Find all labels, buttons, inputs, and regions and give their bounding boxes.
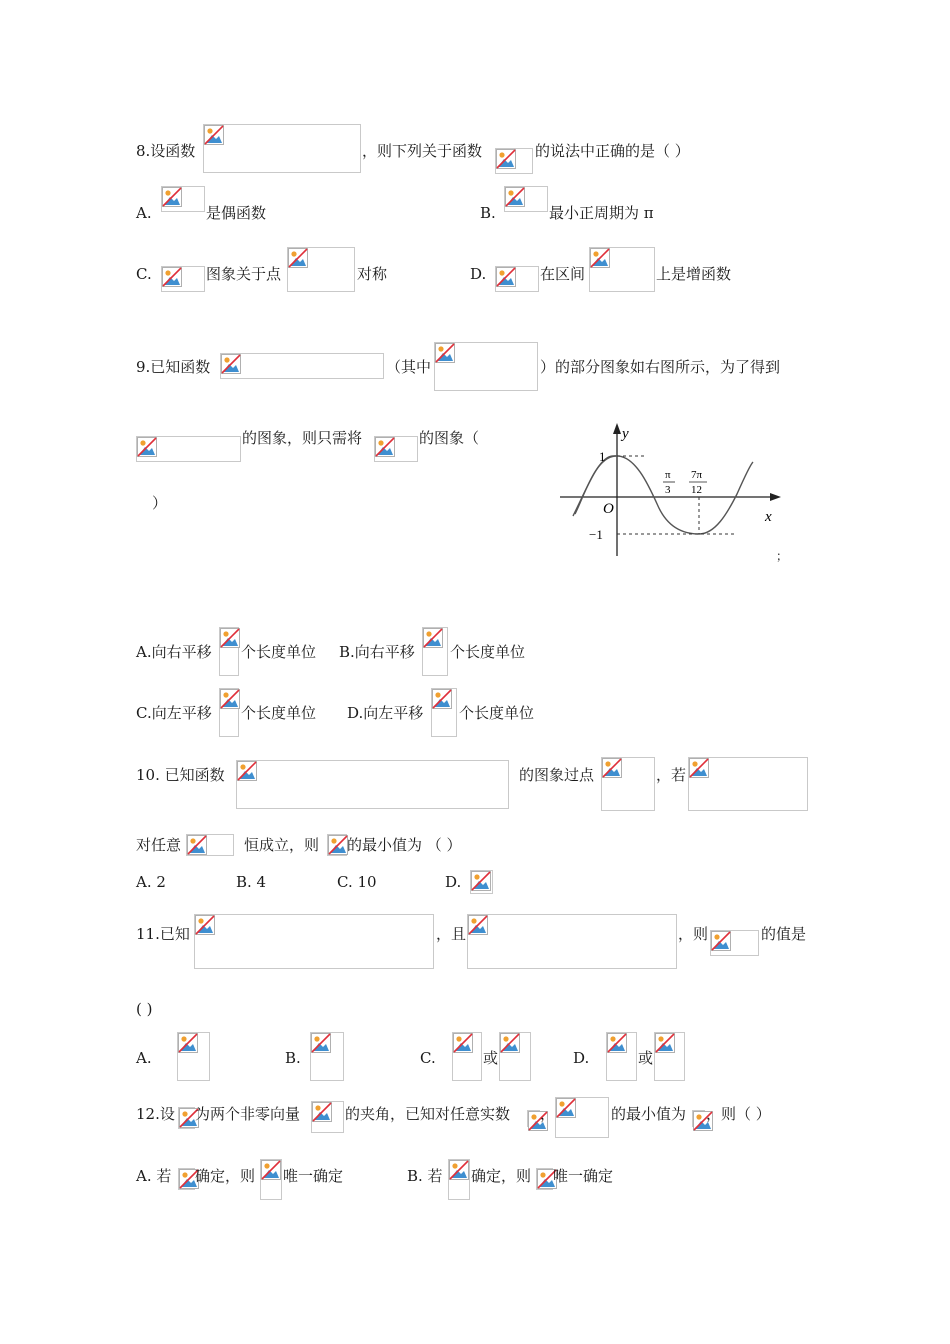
formula-image (422, 627, 448, 676)
broken-image-icon (288, 248, 308, 268)
q9-line2-b: 的图象（ (419, 429, 480, 447)
formula-image (504, 186, 548, 212)
formula-image (178, 1107, 195, 1129)
broken-image-icon (500, 1033, 520, 1053)
formula-image (710, 930, 759, 956)
broken-image-icon (711, 931, 731, 951)
q11-option-b: B. (285, 1049, 301, 1067)
q10-mid: 的图象过点 (519, 766, 595, 784)
formula-image (178, 1168, 195, 1190)
broken-image-icon (221, 354, 241, 374)
tick-1-label: 1 (599, 449, 606, 464)
broken-image-icon (220, 628, 240, 648)
pi3-numerator: π (665, 469, 671, 481)
formula-image (219, 627, 239, 676)
formula-image (606, 1032, 637, 1081)
q12-text1: 为两个非零向量 (195, 1105, 301, 1123)
formula-image (186, 834, 234, 856)
q11-lead: 11.已知 (136, 925, 190, 943)
q10-option-b: B. 4 (236, 873, 267, 891)
q9-line2-a: 的图象，则只需将 (242, 429, 363, 447)
broken-image-icon (435, 343, 455, 363)
broken-image-icon (204, 125, 224, 145)
broken-image-icon (178, 1033, 198, 1053)
q9-option-b: B.向右平移 (339, 643, 415, 661)
broken-image-icon (505, 187, 525, 207)
broken-image-icon (187, 835, 207, 855)
formula-image (219, 688, 239, 737)
formula-image (236, 760, 509, 809)
formula-image (692, 1110, 705, 1127)
q11-mid2: ，则 (678, 925, 709, 943)
y-axis-arrow (613, 423, 621, 434)
q10-lead: 10. 已知函数 (136, 766, 225, 784)
broken-image-icon (496, 149, 516, 169)
x-axis-arrow (770, 493, 781, 501)
broken-image-icon (590, 248, 610, 268)
q9-option-d-text: 个长度单位 (459, 704, 535, 722)
broken-image-icon (689, 758, 709, 778)
formula-image (495, 266, 539, 292)
formula-image (161, 186, 205, 212)
broken-image-icon (312, 1102, 332, 1122)
q12-text4: 的最小值为 (611, 1105, 687, 1123)
q11-option-a: A. (136, 1049, 152, 1067)
broken-image-icon (162, 187, 182, 207)
formula-image (688, 757, 808, 811)
formula-image (527, 1110, 540, 1127)
q9-option-a: A.向右平移 (136, 643, 212, 661)
formula-image (220, 353, 384, 379)
7pi12-denominator: 12 (691, 484, 702, 496)
broken-image-icon (311, 1033, 331, 1053)
q11-option-c: C. (420, 1049, 436, 1067)
q12-option-a-text2: 唯一确定 (283, 1167, 344, 1185)
broken-image-icon (556, 1098, 576, 1118)
q8-option-d-text1: 在区间 (540, 265, 586, 283)
broken-image-icon (220, 689, 240, 709)
q10-option-a: A. 2 (136, 873, 166, 891)
formula-image (467, 914, 677, 969)
q11-paren: ( ) (136, 1000, 153, 1018)
7pi12-numerator: 7π (691, 469, 703, 481)
q10-line2-a: 对任意 (136, 836, 182, 854)
q8-option-c-text1: 图象关于点 (206, 265, 282, 283)
q9-tail: ）的部分图象如右图所示，为了得到 (540, 358, 781, 376)
x-label: x (765, 509, 772, 525)
broken-image-icon (496, 267, 516, 287)
q10-mid2: ，若 (656, 766, 687, 784)
origin-label: O (603, 501, 614, 517)
q10-line2-c: 的最小值为 （ ） (347, 836, 462, 854)
formula-image (601, 757, 655, 811)
q12-option-a-text1: 确定，则 (195, 1167, 256, 1185)
q10-line2-b: 恒成立，则 (244, 836, 320, 854)
q11-option-d-or: 或 (638, 1049, 654, 1067)
q9-option-c-text: 个长度单位 (241, 704, 317, 722)
formula-image (431, 688, 457, 737)
q9-option-b-text: 个长度单位 (450, 643, 526, 661)
y-label: y (622, 426, 629, 442)
q9-option-d: D.向左平移 (347, 704, 424, 722)
broken-image-icon (261, 1160, 281, 1180)
q8-option-a: A. (136, 204, 152, 222)
broken-image-icon (432, 689, 452, 709)
q12-option-b: B. 若 (407, 1167, 443, 1185)
q8-lead: 8.设函数 (136, 142, 196, 160)
broken-image-icon (471, 871, 491, 891)
q10-option-c: C. 10 (337, 873, 377, 891)
q8-option-c: C. (136, 265, 152, 283)
formula-image (287, 247, 355, 292)
broken-image-icon (468, 915, 488, 935)
broken-image-icon (328, 835, 348, 855)
formula-image (589, 247, 655, 292)
q12-option-b-text1: 确定，则 (471, 1167, 532, 1185)
q12-text3: ， (540, 1105, 556, 1123)
sine-curve-main (575, 456, 753, 534)
formula-image (434, 342, 538, 391)
broken-image-icon (607, 1033, 627, 1053)
formula-image (311, 1101, 344, 1133)
formula-image (136, 436, 241, 462)
formula-image (448, 1159, 470, 1200)
formula-image (536, 1168, 553, 1190)
broken-image-icon (237, 761, 257, 781)
q11-option-c-or: 或 (483, 1049, 499, 1067)
q8-option-b: B. (480, 204, 496, 222)
q9-option-a-text: 个长度单位 (241, 643, 317, 661)
sine-graph (555, 418, 795, 558)
broken-image-icon (655, 1033, 675, 1053)
q8-option-c-text2: 对称 (357, 265, 388, 283)
broken-image-icon (375, 437, 395, 457)
q8-option-d: D. (470, 265, 487, 283)
q11-option-d: D. (573, 1049, 590, 1067)
tick-neg1-label: −1 (589, 527, 603, 542)
q11-tail: 的值是 (761, 925, 807, 943)
formula-image (310, 1032, 344, 1081)
q9-option-c: C.向左平移 (136, 704, 212, 722)
q12-option-a: A. 若 (136, 1167, 172, 1185)
formula-image (495, 148, 533, 174)
q9-mid: （其中 (386, 358, 432, 376)
q8-option-d-text2: 上是增函数 (656, 265, 732, 283)
q8-tail: 的说法中正确的是（ ） (535, 142, 690, 160)
formula-image (194, 914, 434, 969)
broken-image-icon (195, 915, 215, 935)
broken-image-icon (453, 1033, 473, 1053)
broken-image-icon (423, 628, 443, 648)
q12-lead: 12.设 (136, 1105, 175, 1123)
q12-option-b-text2: 唯一确定 (553, 1167, 614, 1185)
formula-image (177, 1032, 210, 1081)
q11-mid: ，且 (436, 925, 467, 943)
formula-image (555, 1097, 609, 1138)
pi3-denominator: 3 (665, 484, 671, 496)
broken-image-icon (449, 1160, 469, 1180)
formula-image (470, 870, 493, 894)
formula-image (203, 124, 361, 173)
graph-semicolon: ； (776, 549, 789, 563)
formula-image (654, 1032, 685, 1081)
q9-line3: ） (152, 494, 168, 512)
formula-image (499, 1032, 531, 1081)
q8-option-b-text: 最小正周期为 π (549, 204, 654, 222)
formula-image (452, 1032, 482, 1081)
q12-text2: 的夹角，已知对任意实数 (345, 1105, 511, 1123)
q9-lead: 9.已知函数 (136, 358, 211, 376)
broken-image-icon (602, 758, 622, 778)
broken-image-icon (162, 267, 182, 287)
formula-image (374, 436, 418, 462)
q8-option-a-text: 是偶函数 (206, 204, 267, 222)
q12-text5: ，则（ ） (706, 1105, 771, 1123)
formula-image (327, 834, 347, 856)
q8-mid: ，则下列关于函数 (362, 142, 483, 160)
formula-image (161, 266, 205, 292)
q10-option-d: D. (445, 873, 462, 891)
formula-image (260, 1159, 282, 1200)
broken-image-icon (137, 437, 157, 457)
